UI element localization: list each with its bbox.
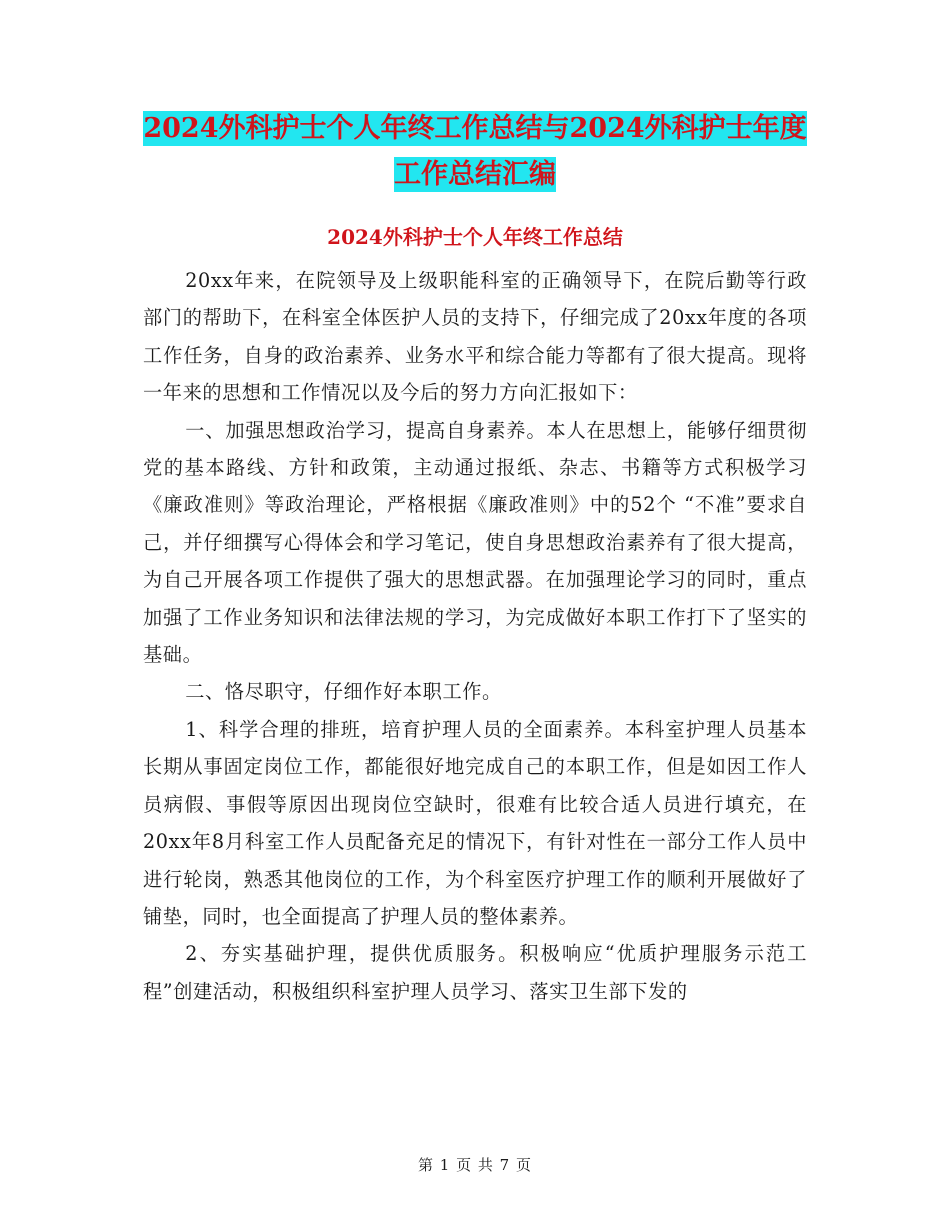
paragraph-item-1: 1、科学合理的排班，培育护理人员的全面素养。本科室护理人员基本长期从事固定岗位工作，都能很好地完成自己的本职工作，但是如因工作人员病假、事假等原因出现岗位空缺时，很难有比较合适人员进行填充，在20xx年8月科室工作人员配备充足的情况下，有针对性在一部分工作人员中进行轮岗，熟悉其他岗位的工作，为个科室医疗护理工作的顺利开展做好了铺垫，同时，也全面提高了护理人员的整体素养。 bbox=[143, 717, 807, 928]
document-title-line-2: 工作总结汇编 bbox=[394, 159, 556, 190]
document-title-line-1: 2024外科护士个人年终工作总结与2024外科护士年度 bbox=[143, 113, 807, 144]
paragraph-section-2-heading: 二、恪尽职守，仔细作好本职工作。 bbox=[185, 680, 502, 704]
document-title bbox=[120, 106, 830, 198]
section-title: 2024外科护士个人年终工作总结 bbox=[327, 225, 623, 249]
page-footer: 第 1 页 共 7 页 bbox=[418, 1156, 532, 1174]
paragraph-item-2: 2、夯实基础护理，提供优质服务。积极响应“优质护理服务示范工程”创建活动，积极组织科室护理人员学习、落实卫生部下发的 bbox=[143, 942, 807, 1003]
paragraph-intro: 20xx年来，在院领导及上级职能科室的正确领导下，在院后勤等行政部门的帮助下，在科室全体医护人员的支持下，仔细完成了20xx年度的各项工作任务，自身的政治素养、业务水平和综合能力等都有了很大提高。现将一年来的思想和工作情况以及今后的努力方向汇报如下： bbox=[143, 269, 807, 405]
paragraph-section-1: 一、加强思想政治学习，提高自身素养。本人在思想上，能够仔细贯彻党的基本路线、方针和政策，主动通过报纸、杂志、书籍等方式积极学习《廉政准则》等政治理论，严格根据《廉政准则》中的52个 “不准”要求自己，并仔细撰写心得体会和学习笔记，使自身思想政治素养有了很大提高，为自己开展各项工作提供了强大的思想武器。在加强理论学习的同时，重点加强了工作业务知识和法律法规的学习，为完成做好本职工作打下了坚实的基础。 bbox=[143, 418, 807, 667]
document-body bbox=[143, 262, 807, 1010]
